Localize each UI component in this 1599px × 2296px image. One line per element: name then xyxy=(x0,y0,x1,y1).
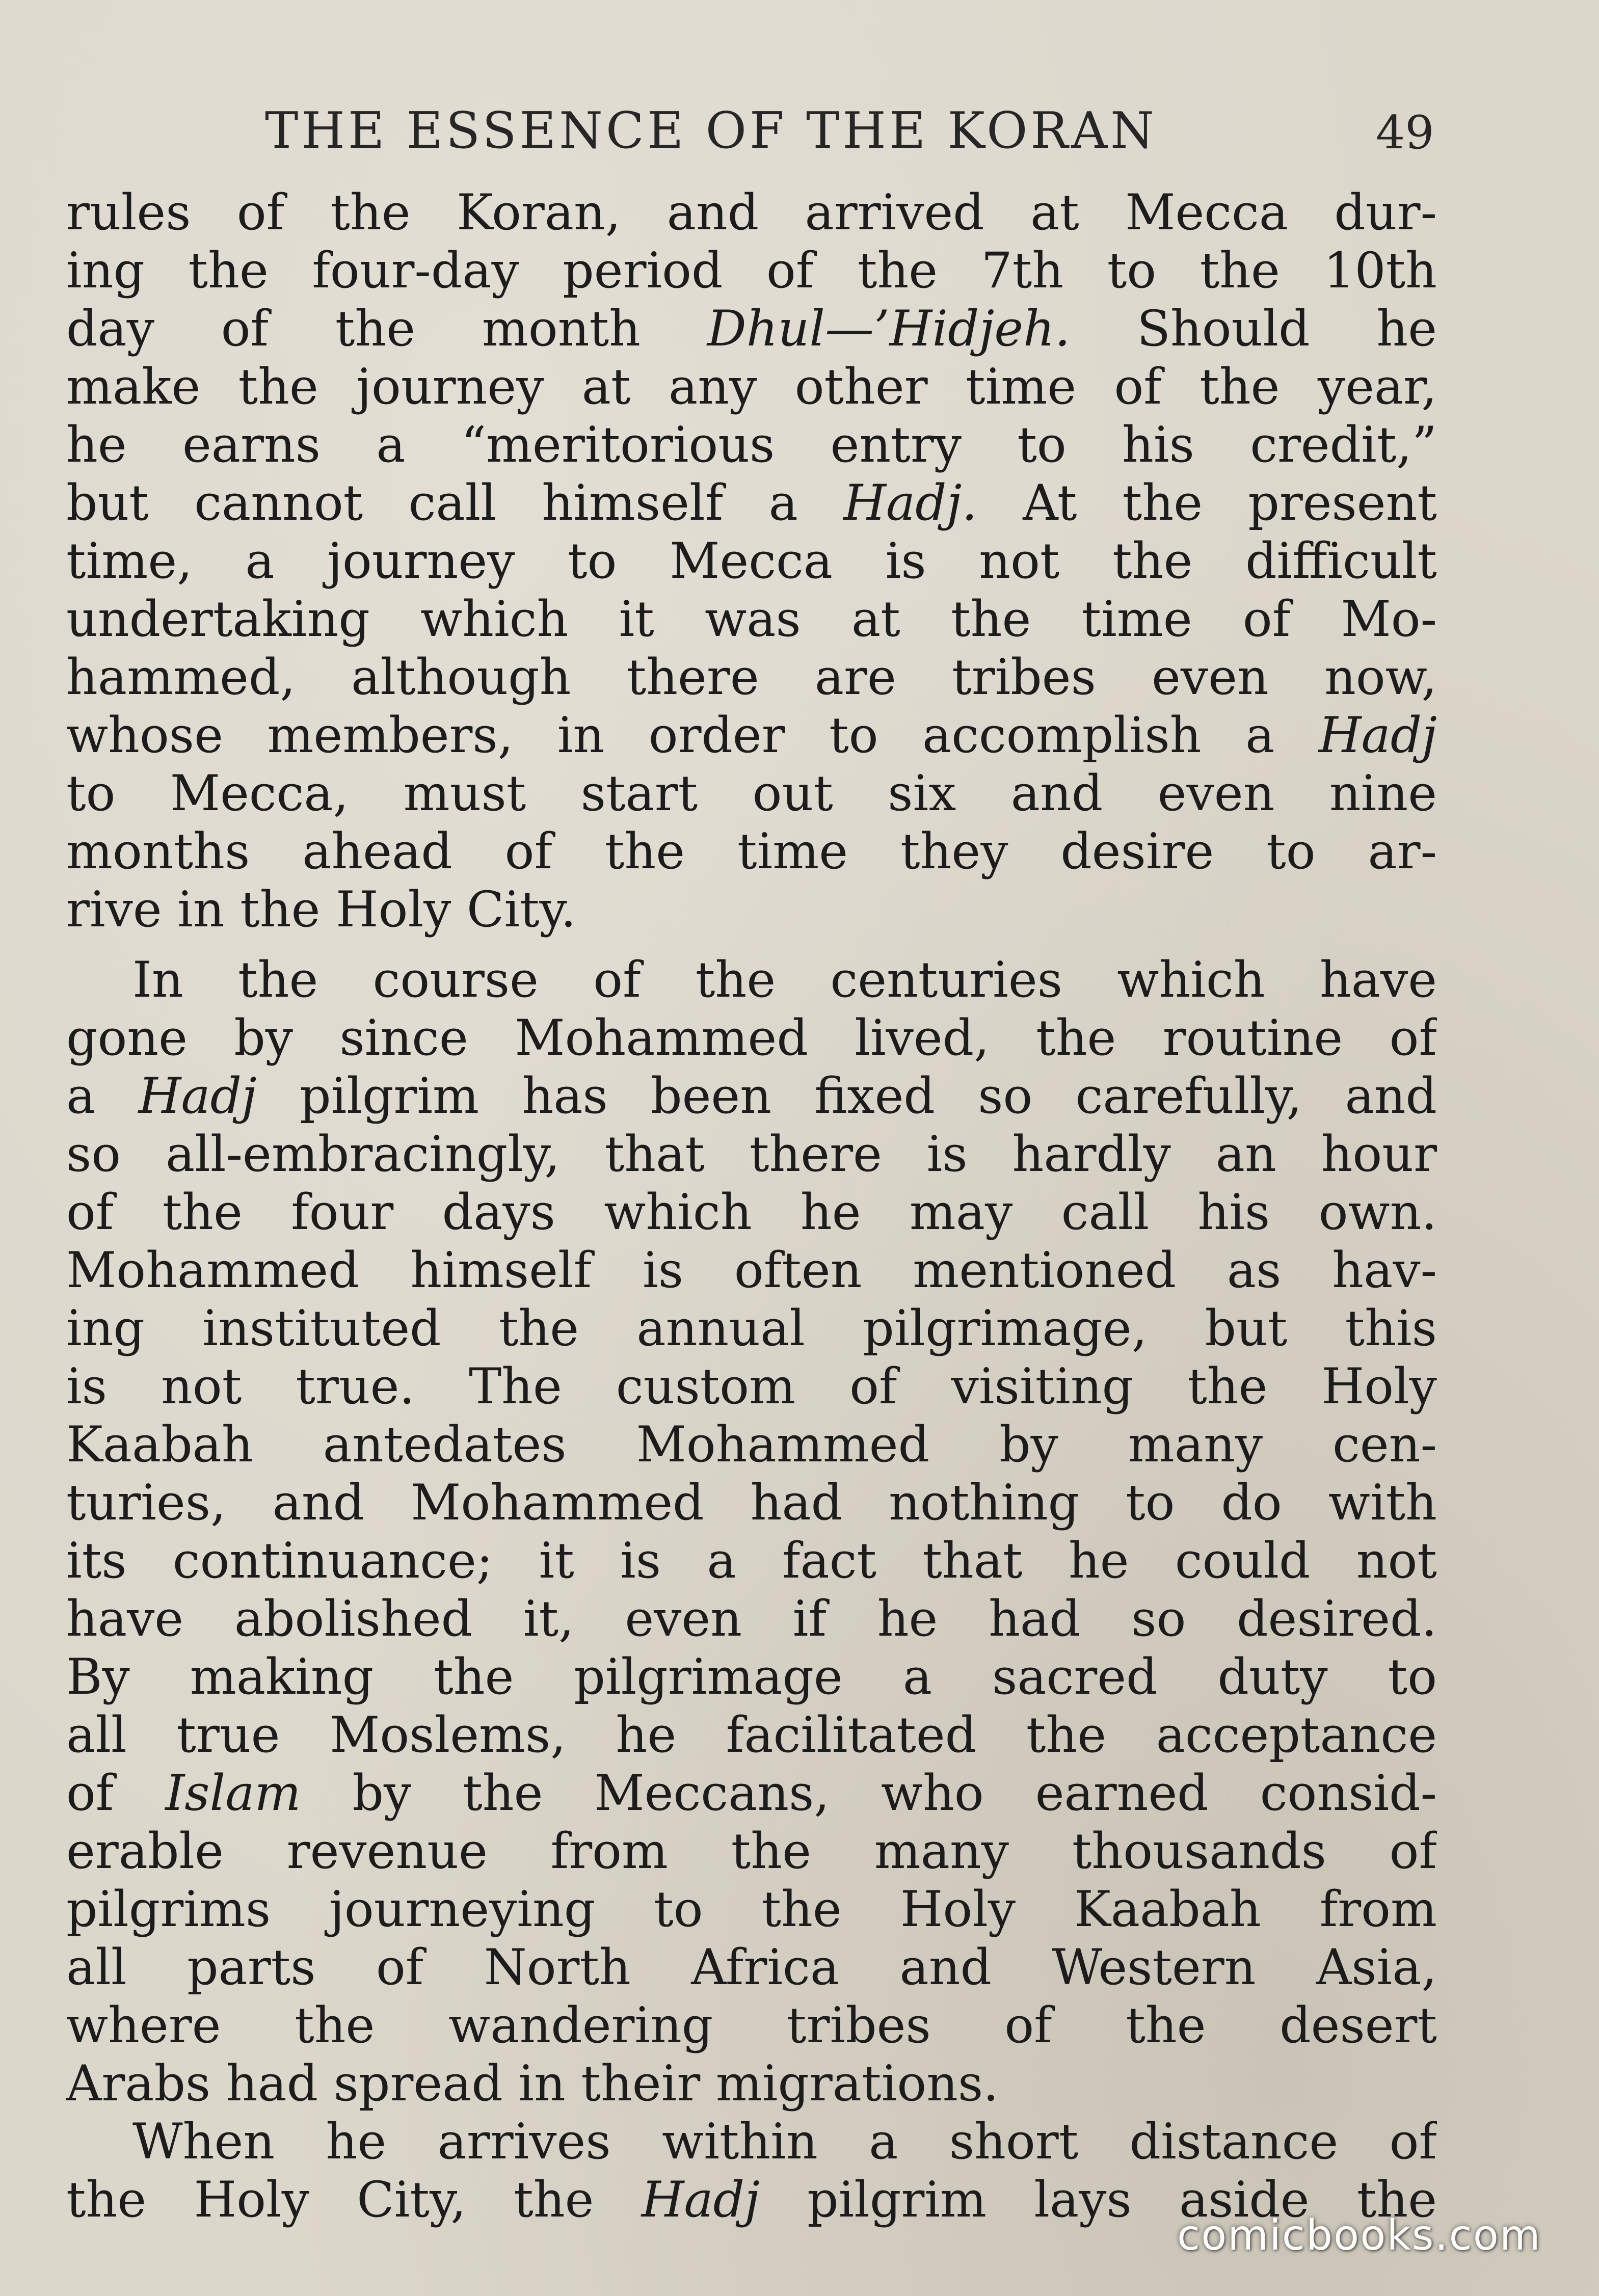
text-line: When he arrives within a short distance of xyxy=(132,2113,1437,2170)
text-line: ing the four-day period of the 7th to the 10th xyxy=(66,242,1437,299)
text-line: By making the pilgrimage a sacred duty to xyxy=(66,1648,1437,1705)
text-line: pilgrims journeying to the Holy Kaabah from xyxy=(66,1881,1437,1938)
text-segment: pilgrim lays aside the xyxy=(759,2171,1437,2228)
text-segment: of xyxy=(66,1765,166,1822)
text-segment: At the present xyxy=(977,474,1437,531)
running-head: THE ESSENCE OF THE KORAN xyxy=(265,102,1157,160)
italic-term: Dhul—’Hidjeh. xyxy=(707,300,1071,357)
watermark: comicbooks.com xyxy=(1177,2211,1541,2260)
text-line: he earns a “meritorious entry to his credit,” xyxy=(66,416,1437,473)
text-segment: pilgrim has been fixed so carefully, and xyxy=(256,1067,1437,1125)
text-segment: whose members, in order to accomplish a xyxy=(66,707,1319,764)
text-line: gone by since Mohammed lived, the routine of xyxy=(66,1009,1437,1066)
text-segment: the Holy City, the xyxy=(66,2171,642,2228)
text-line: Kaabah antedates Mohammed by many cen- xyxy=(66,1416,1437,1473)
body-text xyxy=(66,183,1437,2229)
text-line: months ahead of the time they desire to ar- xyxy=(66,823,1437,880)
text-line: erable revenue from the many thousands of xyxy=(66,1823,1437,1880)
italic-term: Hadj xyxy=(138,1067,257,1125)
text-segment: Should he xyxy=(1070,300,1437,357)
text-line: so all-embracingly, that there is hardly an hour xyxy=(66,1126,1437,1183)
text-segment: a xyxy=(66,1067,139,1125)
text-line: turies, and Mohammed had nothing to do with xyxy=(66,1474,1437,1531)
text-line: time, a journey to Mecca is not the difficult xyxy=(66,532,1437,590)
text-line: undertaking which it was at the time of Mo- xyxy=(66,591,1437,648)
text-line: its continuance; it is a fact that he could not xyxy=(66,1532,1437,1589)
text-line xyxy=(66,1067,1437,1125)
italic-term: Islam xyxy=(165,1765,301,1822)
text-line: Mohammed himself is often mentioned as hav- xyxy=(66,1242,1437,1299)
text-line: have abolished it, even if he had so desired. xyxy=(66,1590,1437,1647)
page-number: 49 xyxy=(1376,106,1434,159)
text-line: make the journey at any other time of the year, xyxy=(66,358,1437,415)
text-line xyxy=(66,300,1437,358)
text-line: Arabs had spread in their migrations. xyxy=(66,2055,999,2112)
text-line xyxy=(66,1764,1437,1822)
text-line: all true Moslems, he facilitated the acceptance xyxy=(66,1706,1437,1764)
text-line: where the wandering tribes of the desert xyxy=(66,1997,1437,2054)
text-line: to Mecca, must start out six and even nine xyxy=(66,765,1437,822)
text-line: rive in the Holy City. xyxy=(66,881,576,938)
text-line: of the four days which he may call his own. xyxy=(66,1184,1437,1241)
text-segment: by the Meccans, who earned consid- xyxy=(301,1765,1437,1822)
italic-term: Hadj. xyxy=(843,474,977,531)
text-line xyxy=(66,706,1437,764)
text-line: all parts of North Africa and Western Asia, xyxy=(66,1939,1437,1996)
text-line: ing instituted the annual pilgrimage, but this xyxy=(66,1300,1437,1357)
text-segment: day of the month xyxy=(66,300,707,357)
text-line: rules of the Koran, and arrived at Mecca dur- xyxy=(66,184,1437,241)
text-line: In the course of the centuries which have xyxy=(132,951,1437,1008)
italic-term: Hadj xyxy=(641,2171,760,2228)
text-line xyxy=(66,474,1437,532)
text-line: hammed, although there are tribes even now, xyxy=(66,649,1437,706)
italic-term: Hadj xyxy=(1318,707,1437,764)
text-line: is not true. The custom of visiting the Holy xyxy=(66,1358,1437,1415)
text-segment: but cannot call himself a xyxy=(66,474,844,531)
